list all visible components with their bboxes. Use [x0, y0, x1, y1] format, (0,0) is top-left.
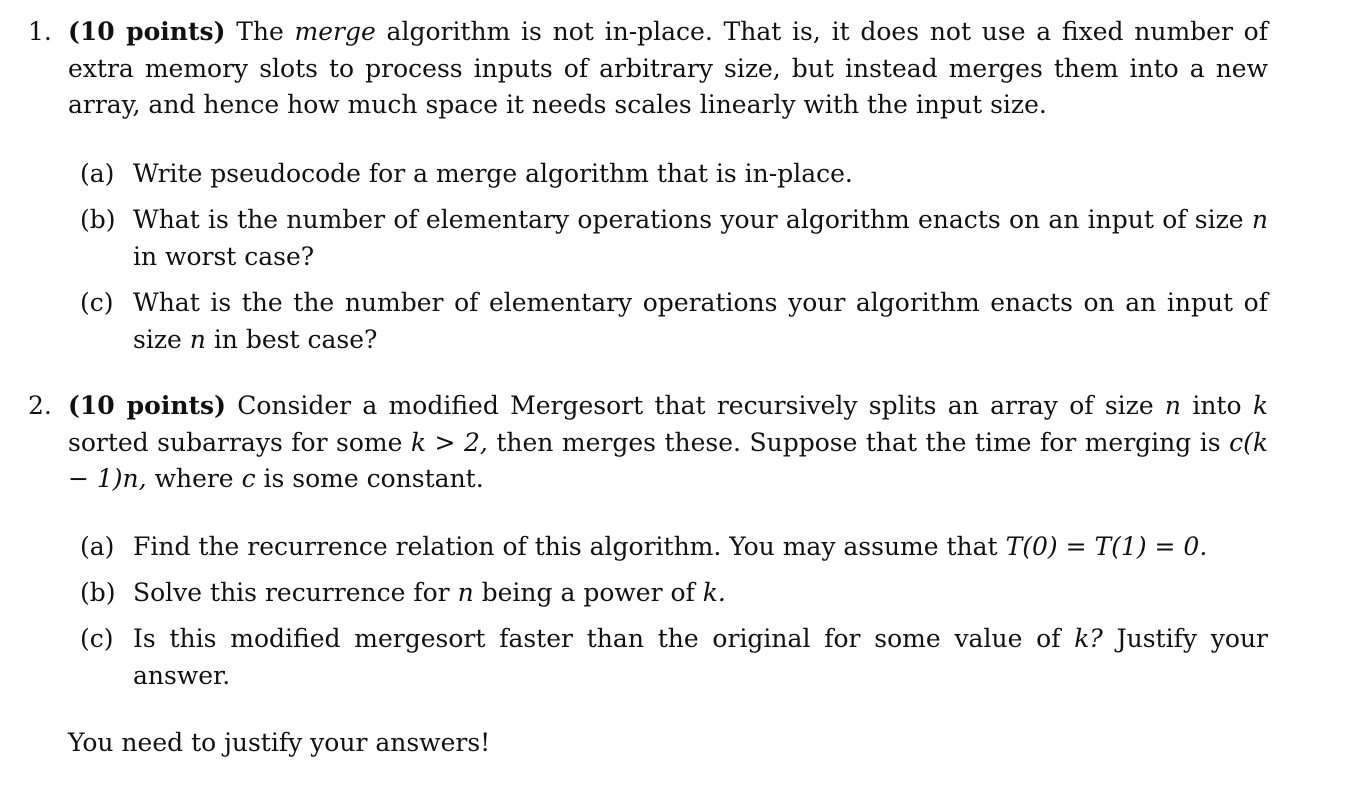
- problem-statement: [68, 388, 1268, 498]
- subquestion-2a: [80, 528, 1268, 565]
- statement-text: Consider a modified Mergesort that recursively splits an array of size: [237, 391, 1154, 420]
- subquestion-text: Write pseudocode for a merge algorithm that is in-place.: [133, 159, 853, 188]
- subquestion-text: in worst case?: [133, 242, 315, 271]
- statement-text: The: [236, 17, 284, 46]
- emphasized-term: merge: [294, 17, 376, 46]
- subquestion-1a: [80, 155, 1268, 192]
- statement-text: where: [154, 464, 234, 493]
- math-variable: k.: [702, 578, 726, 607]
- problem-number: 1.: [28, 17, 52, 46]
- points-label: (10 points): [68, 17, 226, 46]
- math-expression: T(0) = T(1) = 0.: [1005, 532, 1208, 561]
- problem-number: 2.: [28, 391, 52, 420]
- statement-text: algorithm is not in-place. That is, it does not use a fixed number of extra memory slots to process inputs of arbitrary size, but instead merges them into a new array, and hence how much space it needs scales linearly with the input size.: [68, 17, 1268, 119]
- points-label: (10 points): [68, 391, 226, 420]
- math-expression: c(k − 1)n,: [68, 427, 1268, 493]
- math-variable: n: [457, 578, 474, 607]
- statement-text: then merges these. Suppose that the time for merging is: [496, 427, 1221, 457]
- subquestion-text: Find the recurrence relation of this algorithm. You may assume that: [133, 532, 998, 561]
- math-variable: k: [1252, 391, 1268, 420]
- math-variable: n: [1251, 205, 1268, 234]
- subquestion-label: (a): [80, 532, 115, 561]
- problem-1: [28, 14, 1268, 124]
- problem-2-parts: [80, 528, 1268, 703]
- subquestion-label: (c): [80, 624, 114, 653]
- math-expression: k > 2,: [410, 427, 488, 457]
- subquestion-label: (c): [80, 288, 114, 317]
- subquestion-label: (b): [80, 205, 116, 234]
- subquestion-2c: [80, 620, 1268, 694]
- problem-statement: [68, 14, 1268, 124]
- subquestion-label: (b): [80, 578, 116, 607]
- subquestion-text: in best case?: [213, 325, 378, 354]
- subquestion-text: Justify your answer.: [133, 624, 1268, 690]
- subquestion-2b: [80, 574, 1268, 611]
- subquestion-1b: [80, 201, 1268, 275]
- justify-note: You need to justify your answers!: [68, 728, 491, 757]
- problem-2: [28, 388, 1268, 498]
- subquestion-text: Is this modified mergesort faster than the original for some value of: [133, 624, 1061, 653]
- subquestion-1c: [80, 284, 1268, 358]
- problem-1-parts: [80, 155, 1268, 367]
- subquestion-label: (a): [80, 159, 115, 188]
- math-variable: k?: [1074, 624, 1103, 653]
- statement-text: sorted subarrays for some: [68, 427, 403, 457]
- statement-text: is some constant.: [263, 464, 484, 493]
- math-variable: n: [1164, 391, 1182, 420]
- subquestion-text: What is the the number of elementary operations your algorithm enacts on an input of size: [133, 288, 1268, 354]
- math-variable: c: [241, 464, 256, 493]
- subquestion-text: What is the number of elementary operations your algorithm enacts on an input of size: [133, 205, 1244, 234]
- math-variable: n: [189, 325, 206, 354]
- subquestion-text: Solve this recurrence for: [133, 578, 450, 607]
- subquestion-text: being a power of: [481, 578, 695, 607]
- statement-text: into: [1192, 391, 1242, 420]
